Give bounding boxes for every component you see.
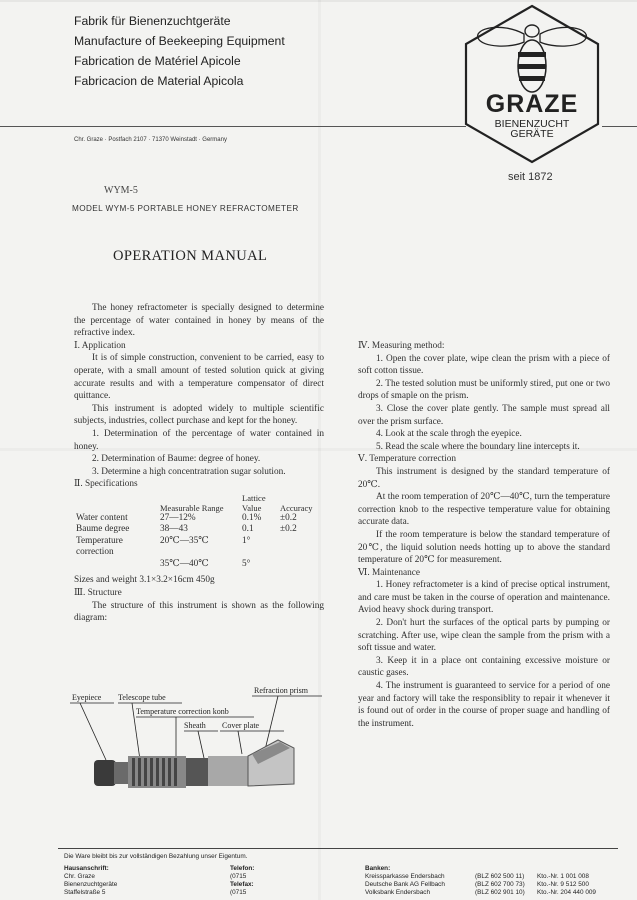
fax-number: (0715 [230, 889, 247, 896]
header-rule-right [602, 126, 637, 127]
measure-step-1: 1. Open the cover plate, wipe clean the prism with a piece of soft cotton tissue. [358, 353, 610, 377]
address-heading: Hausanschrift: [64, 865, 109, 872]
table-row [74, 513, 315, 525]
spec-cell: 35℃—40℃ [160, 558, 209, 569]
section-maintenance: Ⅵ. Maintenance [358, 567, 421, 578]
section-temperature-correction: Ⅴ. Temperature correction [358, 454, 457, 465]
structure-diagram [66, 684, 336, 814]
header-rule [0, 126, 466, 127]
refractometer-drawing [66, 684, 336, 814]
page-title: OPERATION MANUAL [113, 248, 268, 264]
spec-cell: 27—12% [160, 512, 196, 523]
section-structure: Ⅲ. Structure [74, 588, 122, 598]
temp-paragraph-3: If the room temperature is below the standard temperature of 20℃, the liquid solution needs hotting up to above the standard temperature of 20℃ for measurement. [358, 529, 610, 566]
temp-paragraph-1: This instrument is designed by the standard temperature of 20℃. [358, 466, 610, 490]
spec-cell [74, 559, 158, 571]
application-item-2: 2. Determination of Baume: degree of honey. [92, 454, 261, 465]
spec-cell: 1° [242, 535, 251, 546]
spec-cell [278, 559, 315, 571]
spec-table [74, 493, 315, 571]
section-measuring-method: Ⅳ. Measuring method: [358, 341, 445, 351]
since-year: seit 1872 [508, 171, 553, 183]
spec-head-range: Measurable Range [160, 502, 224, 513]
label-refraction-prism: Refraction prism [254, 686, 308, 695]
spec-cell: 38—43 [160, 524, 188, 535]
application-item-3: 3. Determine a high concentratration sugar solution. [92, 466, 286, 477]
spec-head-accuracy: Accuracy [280, 502, 313, 513]
ownership-note: Die Ware bleibt bis zur vollständigen Bezahlung unser Eigentum. [64, 853, 248, 860]
bank-row: Volksbank Endersbach (BLZ 602 901 10) Kto.-Nr. 204 440 009 [365, 889, 596, 896]
address-line-3: Staffelstraße 5 [64, 889, 106, 896]
spec-cell: 5° [242, 558, 251, 569]
spec-head-lattice: Lattice Value [242, 492, 266, 513]
address-line-1: Chr. Graze [64, 873, 95, 880]
left-column [74, 302, 324, 625]
footer-address [64, 865, 117, 897]
maintenance-item-1: 1. Honey refractometer is a kind of precise optical instrument, and care must be taken in the course of operation and maintenance. Aviod heavy shock during transport. [358, 580, 610, 616]
footer-rule [58, 848, 618, 849]
intro-paragraph: The honey refractometer is specially designed to determine the percentage of water contained in honey by means of the refractive index. [74, 303, 324, 339]
company-line-es: Fabricacion de Material Apicola [74, 74, 244, 88]
measure-step-4: 4. Look at the scale throgh the eyepice. [376, 429, 522, 440]
bank-row: Kreissparkasse Endersbach (BLZ 602 500 11) Kto.-Nr. 1 001 008 [365, 873, 589, 880]
temp-paragraph-2: At the room temperation of 20℃—40℃, turn the temperature correction knob to the respective temperature value for obtaining accurate data. [358, 492, 610, 528]
logo-sub-2: GERÄTE [510, 128, 554, 140]
label-telescope-tube: Telescope tube [118, 693, 166, 702]
section-application: Ⅰ. Application [74, 340, 126, 351]
footer-contact [230, 865, 254, 897]
application-p2: This instrument is adopted widely to multiple scientific subjects, industries, collect purchase and kept for the honey. [74, 403, 324, 427]
label-sheath: Sheath [184, 721, 206, 730]
model-line: MODEL WYM-5 PORTABLE HONEY REFRACTOMETER [72, 204, 299, 213]
company-line-de: Fabrik für Bienenzuchtgeräte [74, 14, 231, 28]
spec-cell: Temperature correction [76, 535, 123, 558]
logo-sub-1: BIENENZUCHT [494, 118, 570, 130]
section-specifications: Ⅱ. Specifications [74, 479, 138, 490]
measure-step-5: 5. Read the scale where the boundary line intercepts it. [376, 441, 580, 452]
spec-cell: Water content [76, 512, 128, 523]
spec-cell: ±0.2 [280, 512, 297, 523]
logo-name: GRAZE [485, 90, 579, 118]
sizes-weight: Sizes and weight 3.1×3.2×16cm 450g [74, 575, 215, 586]
address-line: Chr. Graze · Postfach 2107 · 71370 Weinstadt · Germany [74, 137, 227, 143]
table-row [74, 536, 315, 559]
graze-logo [462, 4, 602, 164]
right-column [358, 340, 610, 730]
spec-cell: Baume degree [76, 524, 130, 535]
maintenance-item-2: 2. Don't hurt the surfaces of the optical parts by pumping or scratching. After use, wipe clean the sample from the prism with a soft tissue and water. [358, 618, 610, 654]
phone-heading: Telefon: [230, 865, 255, 872]
fax-heading: Telefax: [230, 881, 254, 888]
maintenance-item-3: 3. Keep it in a place ont containing excessive moisture or caustic gases. [358, 655, 610, 679]
application-p1: It is of simple construction, convenient to be carried, easy to operate, with a small amount of tested solution quick at giving accurate results and with a temperature compensator of direct quittance. [74, 353, 324, 402]
table-row [74, 559, 315, 571]
address-line-2: Bienenzuchtgeräte [64, 881, 118, 888]
label-eyepiece: Eyepiece [72, 693, 102, 702]
spec-cell [278, 536, 315, 559]
phone-number: (0715 [230, 873, 247, 880]
measure-step-3: 3. Close the cover plate gently. The sample must spread all over the prism surface. [358, 403, 610, 427]
spec-cell: ±0.2 [280, 524, 297, 535]
application-item-1: 1. Determination of the percentage of water contained in honey. [74, 428, 324, 452]
structure-paragraph: The structure of this instrument is shown as the following diagram: [74, 600, 324, 624]
spec-header-row [74, 493, 315, 513]
footer-banks [365, 865, 596, 897]
measure-step-2: 2. The tested solution must be uniformly stired, put one or two drops of smaple on the prism. [358, 378, 610, 402]
spec-cell: 0.1 [242, 524, 254, 535]
company-line-fr: Fabrication de Matériel Apicole [74, 54, 241, 68]
table-row [74, 524, 315, 536]
logo-sub [462, 119, 602, 139]
model-handwritten: WYM-5 [104, 185, 138, 196]
spec-cell: 20℃—35℃ [160, 535, 209, 546]
bee-logo-icon [462, 4, 602, 164]
spec-cell: 0.1% [242, 512, 262, 523]
maintenance-item-4: 4. The instrument is guaranteed to service for a period of one year and factory will take the responsiblity to repair it whenever it is found out of order in the course of proper suage and handling of the instrument. [358, 681, 610, 729]
label-cover-plate: Cover plate [222, 721, 260, 730]
company-names [74, 11, 285, 91]
company-line-en: Manufacture of Beekeeping Equipment [74, 34, 285, 48]
bank-row: Deutsche Bank AG Fellbach (BLZ 602 700 73) Kto.-Nr. 9 512 500 [365, 881, 589, 888]
banks-heading: Banken: [365, 865, 391, 872]
label-temperature-knob: Temperature correction konb [136, 707, 229, 716]
